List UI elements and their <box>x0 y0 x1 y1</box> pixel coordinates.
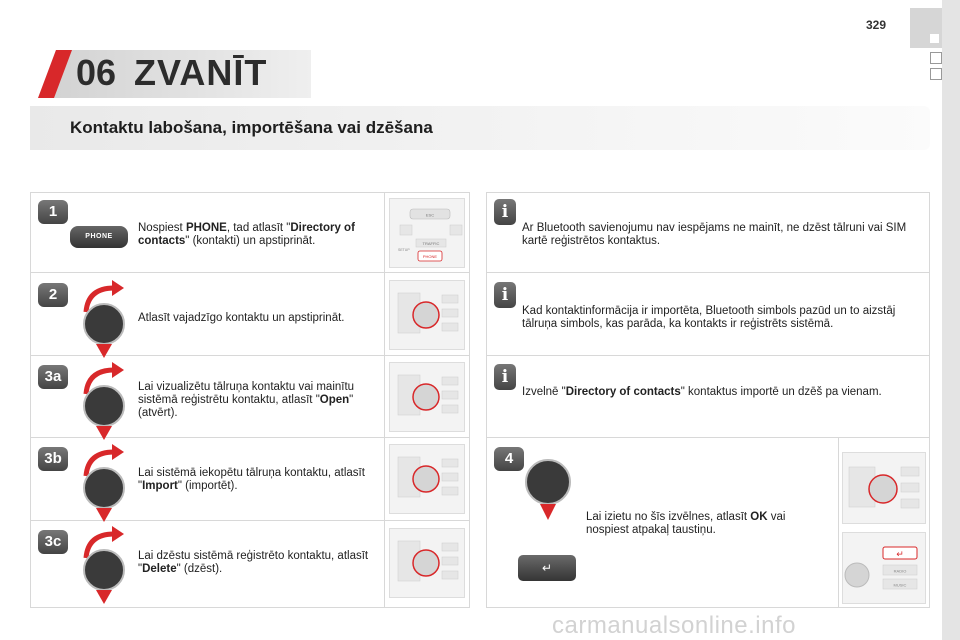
info-2-text: Kad kontaktinformācija ir importēta, Bluetooth simbols pazūd un to aizstāj tālruņa simbols, kas parāda, ka kontakts ir reģistrēts sistēmā. <box>522 305 896 330</box>
chapter-title: ZVANĪT <box>134 52 268 93</box>
radio-panel-knob-image <box>389 280 465 350</box>
step-badge-3c: 3c <box>38 530 68 554</box>
column-divider <box>838 437 839 608</box>
step-1-text <box>138 222 374 248</box>
watermark: carmanualsonline.info <box>552 612 796 639</box>
bold-run: Import <box>142 480 178 492</box>
step-2-text: Atlasīt vajadzīgo kontaktu un apstiprināt. <box>138 312 345 324</box>
text-run: Izvelnē " <box>522 386 566 398</box>
row-divider <box>486 355 930 356</box>
text-run: vai nospiest atpakaļ taustiņu. <box>586 511 786 536</box>
bold-run: PHONE <box>185 222 227 234</box>
esc-label: ESC <box>425 212 435 218</box>
row-divider <box>486 437 930 438</box>
step-badge-3b: 3b <box>38 447 68 471</box>
page-edge-strip <box>942 0 960 640</box>
page-number: 329 <box>866 18 887 32</box>
phone-label: PHONE <box>422 254 438 259</box>
checkbox-square-icon <box>930 52 942 64</box>
chapter-number: 06 <box>76 52 117 93</box>
rotate-knob-icon <box>78 278 130 364</box>
back-symbol: ↵ <box>896 550 904 560</box>
bold-run: Open <box>319 394 350 406</box>
bold-run: Directory of contacts <box>565 386 681 398</box>
step-3a-text <box>138 381 374 420</box>
radio-panel-knob-image <box>389 362 465 432</box>
radio-panel-back-image <box>842 532 926 604</box>
step-badge-3a: 3a <box>38 365 68 389</box>
text-run: Lai dzēstu sistēmā reģistrēto kontaktu, atlasīt " <box>138 550 369 575</box>
text-run: " (importēt). <box>177 480 238 492</box>
text-run: " (kontakti) un apstiprināt. <box>185 235 316 247</box>
info-icon: i <box>494 364 516 390</box>
info-icon: i <box>494 282 516 308</box>
rotate-knob-icon <box>78 524 130 608</box>
traffic-label: TRAFFIC <box>422 241 440 246</box>
step-3c-text <box>138 550 374 576</box>
corner-square <box>930 34 939 43</box>
step-badge-4: 4 <box>494 447 524 471</box>
music-label: MUSIC <box>893 582 907 588</box>
text-run: " (atvērt). <box>138 394 354 419</box>
radio-panel-knob-image <box>389 528 465 598</box>
bold-run: OK <box>750 511 768 523</box>
column-divider <box>384 192 385 608</box>
section-title: Kontaktu labošana, importēšana vai dzēšana <box>70 118 433 137</box>
row-divider <box>30 272 470 273</box>
info-1-text: Ar Bluetooth savienojumu nav iespējams ne mainīt, ne dzēst tālruni vai SIM kartē reģistrētos kontaktus. <box>522 222 907 247</box>
step-3b-text <box>138 467 374 493</box>
info-icon: i <box>494 199 516 225</box>
text-run: Lai vizualizētu tālruņa kontaktu vai mainītu sistēmā reģistrētu kontaktu, atlasīt " <box>138 381 355 406</box>
page-corner-tab <box>910 8 942 48</box>
text-run: Lai sistēmā iekopētu tālruņa kontaktu, atlasīt " <box>138 467 365 492</box>
radio-panel-phone-image <box>389 198 465 268</box>
radio-label: RADIO <box>893 568 907 574</box>
rotate-knob-icon <box>78 360 130 446</box>
setup-label: SETUP <box>398 248 410 252</box>
text-run: Nospiest <box>138 222 186 234</box>
bold-run: Delete <box>142 563 177 575</box>
bold-run: Directory of contacts <box>138 222 355 247</box>
phone-button-icon: PHONE <box>70 226 128 248</box>
step-badge-2: 2 <box>38 283 68 307</box>
row-divider <box>486 272 930 273</box>
press-knob-icon <box>522 456 574 524</box>
checkbox-square-icon <box>930 68 942 80</box>
back-button-icon: ↵ <box>518 555 576 581</box>
step-4-text <box>586 511 826 537</box>
step-badge-1: 1 <box>38 200 68 224</box>
radio-panel-knob-image <box>842 452 926 524</box>
radio-panel-knob-image <box>389 444 465 514</box>
rotate-knob-icon <box>78 442 130 528</box>
text-run: Lai izietu no šīs izvēlnes, atlasīt <box>586 511 751 523</box>
text-run: " (dzēst). <box>176 563 223 575</box>
text-run: " kontaktus importē un dzēš pa vienam. <box>680 386 882 398</box>
info-3-text <box>522 386 920 399</box>
text-run: , tad atlasīt " <box>226 222 291 234</box>
